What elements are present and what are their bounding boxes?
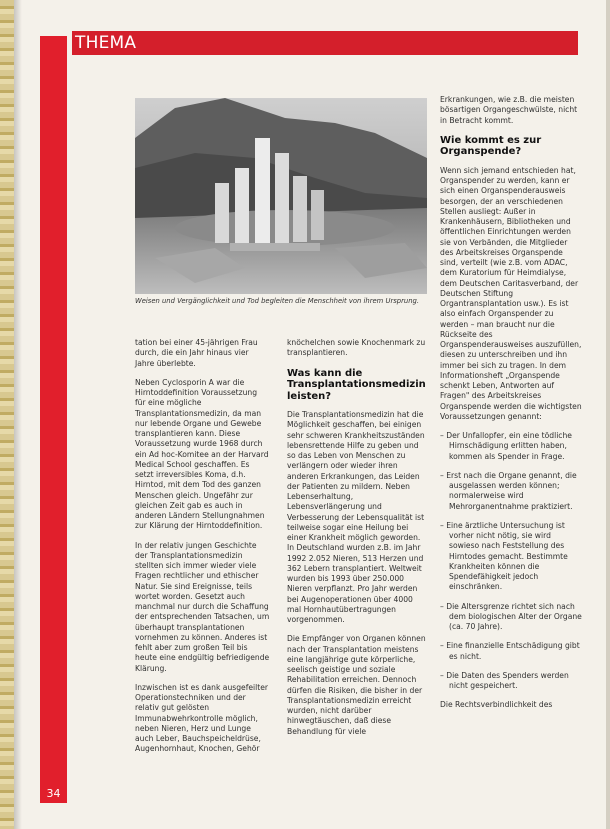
photo-caption: Weisen und Vergänglichkeit und Tod begleiten die Menschheit von ihrem Ursprung. bbox=[135, 297, 419, 305]
article-column-2 bbox=[287, 338, 427, 746]
list-item: – Der Unfallopfer, ein eine tödliche Hirnschädigung erlitten haben, kommen als Spender in Frage. bbox=[440, 431, 582, 462]
list-item: – Die Daten des Spenders werden nicht gespeichert. bbox=[440, 671, 582, 692]
article-column-3 bbox=[440, 95, 582, 720]
paragraph: Die Transplantationsmedizin hat die Möglichkeit geschaffen, bei einigen sehr schweren Krankheitszuständen lebensrettende Hilfe zu geben und so das Leben von Menschen zu verlängern oder wieder ihren anderen Erkrankungen, das Leiden der Patienten zu mildern. Neben Lebenserhaltung, Lebensverlängerung und Verbesserung der Lebensqualität ist teilweise sogar eine Heilung bei einer Krankheit möglich geworden. In Deutschland wurden z.B. im Jahr 1992 2.052 Nieren, 513 Herzen und 362 Lebern transplantiert. Weltweit wurden bis 1993 über 250.000 Nieren verpflanzt. Pro Jahr werden bei Augenoperationen über 4000 mal Hornhautübertragungen vorgenommen. bbox=[287, 410, 425, 624]
spiral-binding bbox=[0, 0, 14, 829]
requirements-list bbox=[440, 431, 582, 691]
temple-ruins-image bbox=[135, 98, 427, 294]
section-heading: Was kann die Transplantationsmedizin leisten? bbox=[287, 367, 426, 402]
paragraph: Die Rechtsverbindlichkeit des bbox=[440, 700, 553, 710]
paragraph: Neben Cyclosporin A war die Hirntoddefinition Voraussetzung für eine mögliche Transplantationsmedizin, da man nur lebende Organe und Gewebe transplantieren kann. Diese Voraussetzung wurde 1968 durch ein Ad hoc-Komitee an der Harvard Medical School geschaffen. Es setzt irreversibles Koma, d.h. Hirntod, mit dem Tod des ganzen Menschen gleich. Ungefähr zur gleichen Zeit gab es auch in anderen Ländern Stellungnahmen zur Klärung der Hirntoddefinition. bbox=[135, 377, 269, 531]
photo-temple-ruins bbox=[135, 98, 427, 294]
list-item: – Die Altersgrenze richtet sich nach dem biologischen Alter der Organe (ca. 70 Jahre). bbox=[440, 602, 582, 633]
header-bar bbox=[72, 31, 578, 55]
list-item: – Erst nach die Organe genannt, die ausgelassen werden können; normalerweise wird Mehrorganentnahme praktiziert. bbox=[440, 471, 582, 512]
paragraph: In der relativ jungen Geschichte der Transplantationsmedizin stellten sich immer wieder viele Fragen rechtlicher und ethischer Natur. Sie sind Ereignisse, teils wortet worden. Gesetzt auch manchmal nur durch die Schaffung der entsprechenden Tatsachen, um überhaupt transplantationen vornehmen zu können. Anderes ist fehlt aber zum großen Teil bis heute eine endgültig befriedigende Klärung. bbox=[135, 540, 270, 673]
list-item: – Eine ärztliche Untersuchung ist vorher nicht nötig, sie wird sowieso nach Feststellung des Hirntodes gemacht. Bestimmte Krankheiten können die Spendefähigkeit jedoch einschränken. bbox=[440, 521, 582, 593]
paragraph: Wenn sich jemand entschieden hat, Organspender zu werden, kann er sich einen Organspenderausweis besorgen, der an verschiedenen Stellen ausliegt: Außer in Krankenhäusern, Bibliotheken und öffentlichen Einrichtungen werden sie von Verbänden, die Mitglieder des Arbeitskreises Organspende sind, verteilt (wie z.B. vom ADAC, dem Kuratorium für Heimdialyse, dem Deutschen Caritasverband, der Deutschen Stiftung Organtransplantation usw.). Es ist also einfach Organspender zu werden – man braucht nur die Rückseite des Organspenderausweises auszufüllen, diesen zu unterschreiben und ihn immer bei sich zu tragen. In dem Informationsheft „Organspende schenkt Leben, Antworten auf Fragen" des Arbeitskreises Organspende werden die wichtigsten Voraussetzungen genannt: bbox=[440, 165, 582, 421]
paragraph: tation bei einer 45-jährigen Frau durch, die ein Jahr hinaus vier Jahre überlebte. bbox=[135, 338, 258, 368]
paragraph: Inzwischen ist es dank ausgefeilter Operationstechniken und der relativ gut gelösten Immunabwehrkontrolle möglich, neben Nieren, Herz und Lunge auch Leber, Bauchspeicheldrüse, Augenhornhaut, Knochen, Gehör bbox=[135, 682, 269, 754]
paragraph: Die Empfänger von Organen können nach der Transplantation meistens eine langjährige gute körperliche, seelisch geistige und soziale Rehabilitation erreichen. Dennoch dürfen die Risiken, die bisher in der Transplantationsmedizin erreicht wurden, nicht darüber hinwegtäuschen, daß diese Behandlung für viele bbox=[287, 634, 426, 736]
section-title: THEMA bbox=[75, 33, 137, 53]
article-column-1 bbox=[135, 338, 270, 764]
paragraph: Erkrankungen, wie z.B. die meisten bösartigen Organgeschwülste, nicht in Betracht kommt. bbox=[440, 95, 578, 125]
paragraph: knöchelchen sowie Knochenmark zu transplantieren. bbox=[287, 338, 426, 358]
page-edge bbox=[606, 0, 610, 829]
list-item: – Eine finanzielle Entschädigung gibt es nicht. bbox=[440, 641, 582, 662]
page-number: 34 bbox=[40, 785, 67, 803]
binding-shadow bbox=[14, 0, 22, 829]
section-heading: Wie kommt es zur Organspende? bbox=[440, 134, 542, 158]
red-sidebar-strip bbox=[40, 36, 67, 800]
